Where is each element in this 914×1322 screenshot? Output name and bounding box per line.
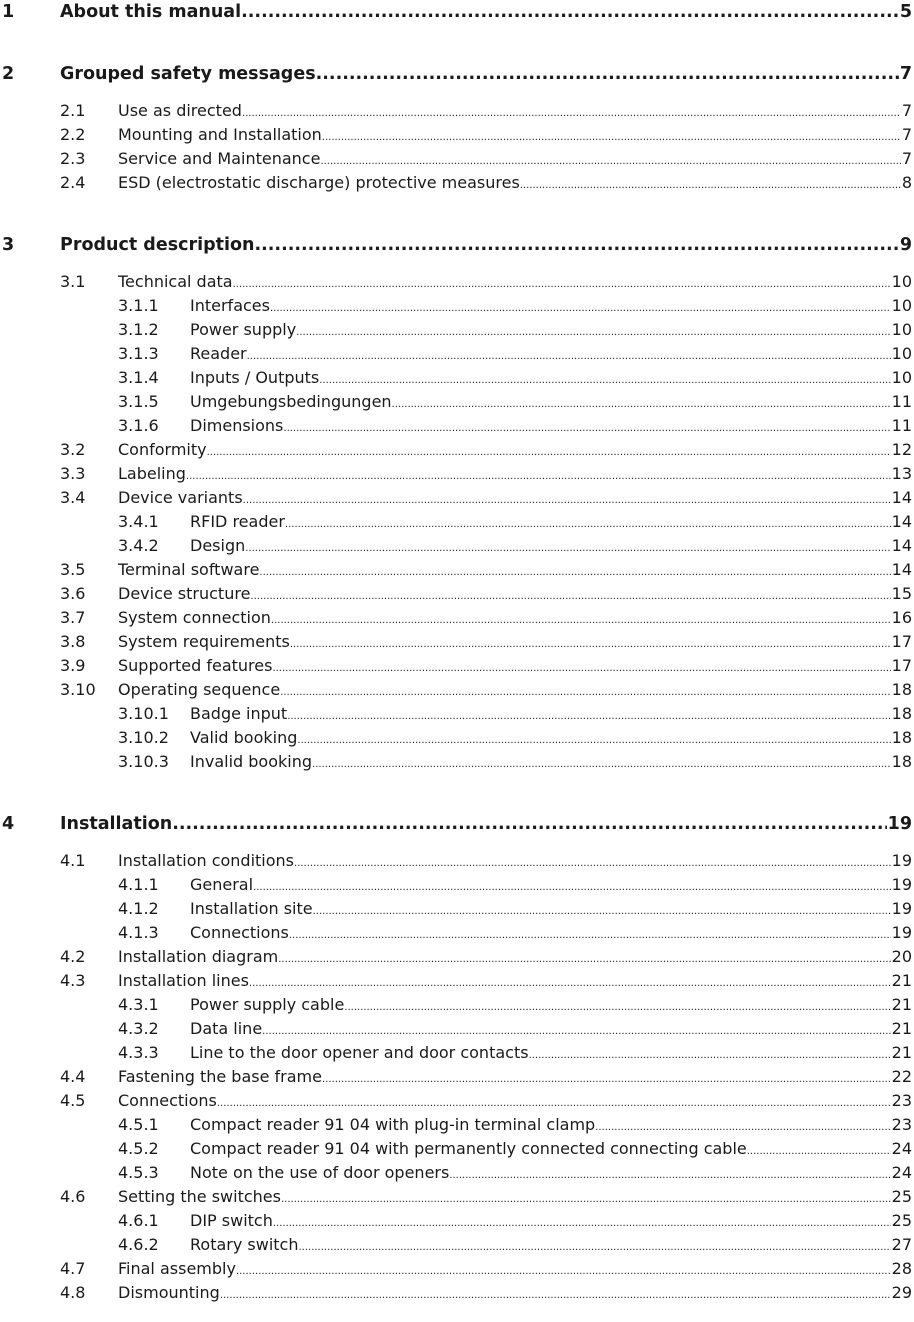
dot-leader — [272, 663, 890, 674]
toc-section-row[interactable] — [0, 270, 914, 294]
dot-leader — [233, 279, 891, 290]
dot-leader — [320, 156, 900, 167]
dot-leader — [217, 1098, 891, 1109]
toc-section-row[interactable] — [0, 606, 914, 630]
toc-title: Line to the door opener and door contacts — [190, 1043, 529, 1062]
toc-title: Valid booking — [190, 728, 298, 747]
toc-subsection-row[interactable] — [0, 993, 914, 1017]
dot-leader — [250, 591, 890, 602]
toc-page-number: 19 — [891, 923, 912, 942]
toc-number: 2.3 — [60, 149, 86, 168]
dot-leader — [172, 814, 886, 834]
toc-subsection-row[interactable] — [0, 390, 914, 414]
toc-title: Badge input — [190, 704, 288, 723]
toc-number: 3.7 — [60, 608, 86, 627]
toc-title: Conformity — [118, 440, 207, 459]
dot-leader — [289, 930, 891, 941]
toc-number: 4.6 — [60, 1187, 86, 1206]
toc-section-row[interactable] — [0, 1257, 914, 1281]
dot-leader — [241, 2, 899, 22]
toc-page-number: 28 — [891, 1259, 912, 1278]
dot-leader — [747, 1146, 891, 1157]
toc-section-row[interactable] — [0, 945, 914, 969]
toc-title: Umgebungsbedingungen — [190, 392, 392, 411]
toc-number: 4.1.2 — [118, 899, 159, 918]
dot-leader — [270, 303, 891, 314]
toc-subsection-row[interactable] — [0, 510, 914, 534]
toc-number: 3.1.5 — [118, 392, 159, 411]
toc-subsection-row[interactable] — [0, 873, 914, 897]
toc-page-number: 19 — [891, 899, 912, 918]
toc-page-number: 24 — [891, 1163, 912, 1182]
dot-leader — [242, 108, 901, 119]
toc-subsection-row[interactable] — [0, 318, 914, 342]
toc-title: Grouped safety messages — [60, 64, 316, 84]
dot-leader — [290, 639, 891, 650]
toc-number: 1 — [2, 2, 15, 22]
toc-number: 4.1.1 — [118, 875, 159, 894]
toc-subsection-row[interactable] — [0, 366, 914, 390]
toc-title: Final assembly — [118, 1259, 236, 1278]
toc-page-number: 10 — [891, 344, 912, 363]
toc-page-number: 10 — [891, 272, 912, 291]
toc-section-row[interactable] — [0, 171, 914, 195]
toc-title: Power supply — [190, 320, 297, 339]
toc-title: RFID reader — [190, 512, 285, 531]
toc-number: 2.1 — [60, 101, 86, 120]
toc-title: Fastening the base frame — [118, 1067, 322, 1086]
dot-leader — [245, 543, 890, 554]
dot-leader — [254, 235, 898, 255]
toc-title: Service and Maintenance — [118, 149, 321, 168]
dot-leader — [273, 1218, 891, 1229]
toc-page-number: 20 — [891, 947, 912, 966]
toc-page-number: 24 — [891, 1139, 912, 1158]
toc-title: About this manual — [60, 2, 242, 22]
toc-page-number: 11 — [891, 392, 912, 411]
toc-number: 4.3.2 — [118, 1019, 159, 1038]
toc-subsection-row[interactable] — [0, 342, 914, 366]
toc-page-number: 5 — [899, 2, 912, 22]
toc-title: Design — [190, 536, 246, 555]
toc-title: System connection — [118, 608, 271, 627]
dot-leader — [220, 1290, 891, 1301]
toc-subsection-row[interactable] — [0, 750, 914, 774]
dot-leader — [392, 399, 891, 410]
toc-number: 4.1 — [60, 851, 86, 870]
toc-chapter-row[interactable] — [0, 812, 914, 836]
toc-number: 2 — [2, 64, 15, 84]
dot-leader — [595, 1122, 890, 1133]
toc-page-number: 21 — [891, 1043, 912, 1062]
toc-number: 4.5 — [60, 1091, 86, 1110]
toc-title: Terminal software — [118, 560, 260, 579]
toc-title: Device variants — [118, 488, 243, 507]
toc-title: Connections — [190, 923, 289, 942]
toc-page-number: 21 — [891, 971, 912, 990]
toc-number: 3.10 — [60, 680, 96, 699]
toc-section-row[interactable] — [0, 123, 914, 147]
toc-number: 4.7 — [60, 1259, 86, 1278]
toc-title: Dismounting — [118, 1283, 220, 1302]
toc-title: Compact reader 91 04 with permanently connected connecting cable — [190, 1139, 747, 1158]
toc-chapter-row[interactable] — [0, 0, 914, 24]
toc-page-number: 13 — [891, 464, 912, 483]
toc-title: Mounting and Installation — [118, 125, 322, 144]
toc-subsection-row[interactable] — [0, 534, 914, 558]
dot-leader — [236, 1266, 891, 1277]
toc-page-number: 7 — [901, 125, 912, 144]
toc-subsection-row[interactable] — [0, 897, 914, 921]
toc-page-number: 17 — [891, 656, 912, 675]
toc-page-number: 17 — [891, 632, 912, 651]
dot-leader — [283, 423, 890, 434]
toc-page-number: 12 — [891, 440, 912, 459]
dot-leader — [280, 687, 890, 698]
toc-number: 3.8 — [60, 632, 86, 651]
toc-subsection-row[interactable] — [0, 1233, 914, 1257]
toc-title: Supported features — [118, 656, 273, 675]
toc-number: 4.5.2 — [118, 1139, 159, 1158]
toc-section-row[interactable] — [0, 1065, 914, 1089]
toc-subsection-row[interactable] — [0, 1041, 914, 1065]
dot-leader — [298, 1242, 890, 1253]
toc-number: 4.6.1 — [118, 1211, 159, 1230]
toc-section-row[interactable] — [0, 582, 914, 606]
toc-number: 3.3 — [60, 464, 86, 483]
dot-leader — [243, 495, 891, 506]
toc-page-number: 19 — [891, 851, 912, 870]
toc-page-number: 18 — [891, 752, 912, 771]
toc-number: 3.1.4 — [118, 368, 159, 387]
toc-section-row[interactable] — [0, 1281, 914, 1305]
toc-number: 3.9 — [60, 656, 86, 675]
toc-number: 3.10.1 — [118, 704, 169, 723]
toc-page-number: 18 — [891, 704, 912, 723]
toc-title: Connections — [118, 1091, 217, 1110]
toc-section-row[interactable] — [0, 1185, 914, 1209]
dot-leader — [247, 351, 891, 362]
dot-leader — [322, 1074, 891, 1085]
toc-number: 3.1.2 — [118, 320, 159, 339]
toc-title: General — [190, 875, 254, 894]
toc-subsection-row[interactable] — [0, 1137, 914, 1161]
toc-title: Power supply cable — [190, 995, 345, 1014]
dot-leader — [344, 1002, 890, 1013]
toc-subsection-row[interactable] — [0, 921, 914, 945]
toc-title: Setting the switches — [118, 1187, 281, 1206]
toc-chapter-row[interactable] — [0, 233, 914, 257]
toc-page-number: 25 — [891, 1187, 912, 1206]
toc-section-row[interactable] — [0, 147, 914, 171]
toc-section-row[interactable] — [0, 849, 914, 873]
toc-title: Installation site — [190, 899, 313, 918]
toc-section-row[interactable] — [0, 969, 914, 993]
toc-title: Use as directed — [118, 101, 242, 120]
toc-page-number: 25 — [891, 1211, 912, 1230]
toc-number: 4.8 — [60, 1283, 86, 1302]
toc-title: Product description — [60, 235, 255, 255]
toc-title: Installation — [60, 814, 173, 834]
toc-page-number: 8 — [901, 173, 912, 192]
toc-section-row[interactable] — [0, 678, 914, 702]
toc-section-row[interactable] — [0, 486, 914, 510]
dot-leader — [259, 567, 890, 578]
toc-page-number: 29 — [891, 1283, 912, 1302]
toc-number: 3.10.2 — [118, 728, 169, 747]
toc-number: 4.4 — [60, 1067, 86, 1086]
toc-subsection-row[interactable] — [0, 294, 914, 318]
toc-title: Compact reader 91 04 with plug-in terminal clamp — [190, 1115, 596, 1134]
toc-subsection-row[interactable] — [0, 1017, 914, 1041]
toc-subsection-row[interactable] — [0, 1209, 914, 1233]
dot-leader — [281, 1194, 891, 1205]
toc-number: 4.6.2 — [118, 1235, 159, 1254]
toc-title: Technical data — [118, 272, 233, 291]
toc-subsection-row[interactable] — [0, 1161, 914, 1185]
toc-number: 4.3.1 — [118, 995, 159, 1014]
dot-leader — [285, 519, 891, 530]
toc-number: 4 — [2, 814, 15, 834]
toc-page-number: 10 — [891, 368, 912, 387]
toc-subsection-row[interactable] — [0, 702, 914, 726]
toc-page-number: 23 — [891, 1115, 912, 1134]
toc-title: Installation diagram — [118, 947, 279, 966]
dot-leader — [529, 1050, 891, 1061]
dot-leader — [322, 132, 901, 143]
toc-title: System requirements — [118, 632, 290, 651]
toc-number: 3.6 — [60, 584, 86, 603]
toc-number: 3.1 — [60, 272, 86, 291]
toc-page-number: 11 — [891, 416, 912, 435]
dot-leader — [319, 375, 890, 386]
toc-page-number: 10 — [891, 296, 912, 315]
toc-page-number: 19 — [891, 875, 912, 894]
toc-page-number: 22 — [891, 1067, 912, 1086]
toc-title: Note on the use of door openers — [190, 1163, 450, 1182]
toc-number: 3.5 — [60, 560, 86, 579]
toc-subsection-row[interactable] — [0, 1113, 914, 1137]
dot-leader — [296, 327, 890, 338]
toc-number: 4.3.3 — [118, 1043, 159, 1062]
toc-page-number: 7 — [899, 64, 912, 84]
toc-page-number: 23 — [891, 1091, 912, 1110]
toc-title: Interfaces — [190, 296, 270, 315]
toc-title: Labeling — [118, 464, 186, 483]
toc-page-number: 18 — [891, 680, 912, 699]
toc-page-number: 15 — [891, 584, 912, 603]
toc-title: ESD (electrostatic discharge) protective measures — [118, 173, 520, 192]
toc-number: 3.1.1 — [118, 296, 159, 315]
dot-leader — [294, 858, 891, 869]
toc-title: Device structure — [118, 584, 251, 603]
dot-leader — [297, 735, 890, 746]
toc-title: Inputs / Outputs — [190, 368, 320, 387]
toc-page-number: 21 — [891, 1019, 912, 1038]
toc-number: 2.4 — [60, 173, 86, 192]
toc-subsection-row[interactable] — [0, 414, 914, 438]
toc-section-row[interactable] — [0, 462, 914, 486]
toc-title: Dimensions — [190, 416, 284, 435]
toc-number: 3.4 — [60, 488, 86, 507]
toc-number: 4.5.1 — [118, 1115, 159, 1134]
toc-number: 3 — [2, 235, 15, 255]
toc-number: 4.5.3 — [118, 1163, 159, 1182]
toc-number: 4.1.3 — [118, 923, 159, 942]
toc-page-number: 18 — [891, 728, 912, 747]
toc-section-row[interactable] — [0, 99, 914, 123]
toc-title: DIP switch — [190, 1211, 273, 1230]
dot-leader — [312, 759, 891, 770]
toc-number: 4.3 — [60, 971, 86, 990]
toc-page-number: 14 — [891, 560, 912, 579]
toc-page-number: 14 — [891, 536, 912, 555]
toc-section-row[interactable] — [0, 630, 914, 654]
toc-number: 3.2 — [60, 440, 86, 459]
toc-number: 3.4.1 — [118, 512, 159, 531]
toc-title: Installation lines — [118, 971, 249, 990]
toc-page-number: 9 — [899, 235, 912, 255]
toc-section-row[interactable] — [0, 654, 914, 678]
dot-leader — [262, 1026, 890, 1037]
toc-page-number: 21 — [891, 995, 912, 1014]
dot-leader — [520, 180, 901, 191]
toc-title: Data line — [190, 1019, 263, 1038]
toc-number: 4.2 — [60, 947, 86, 966]
dot-leader — [449, 1170, 890, 1181]
toc-title: Reader — [190, 344, 247, 363]
toc-page-number: 19 — [887, 814, 912, 834]
toc-subsection-row[interactable] — [0, 726, 914, 750]
toc-title: Operating sequence — [118, 680, 281, 699]
toc-page-number: 14 — [891, 512, 912, 531]
toc-title: Rotary switch — [190, 1235, 299, 1254]
toc-number: 3.10.3 — [118, 752, 169, 771]
dot-leader — [313, 906, 891, 917]
toc-chapter-row[interactable] — [0, 62, 914, 86]
toc-title: Invalid booking — [190, 752, 313, 771]
toc-page-number: 27 — [891, 1235, 912, 1254]
toc-page-number: 14 — [891, 488, 912, 507]
toc-section-row[interactable] — [0, 558, 914, 582]
toc-number: 3.1.6 — [118, 416, 159, 435]
toc-number: 3.1.3 — [118, 344, 159, 363]
dot-leader — [287, 711, 890, 722]
toc-title: Installation conditions — [118, 851, 295, 870]
toc-section-row[interactable] — [0, 438, 914, 462]
dot-leader — [207, 447, 891, 458]
dot-leader — [271, 615, 891, 626]
dot-leader — [249, 978, 891, 989]
toc-number: 2.2 — [60, 125, 86, 144]
toc-page-number: 7 — [901, 149, 912, 168]
toc-page-number: 7 — [901, 101, 912, 120]
dot-leader — [253, 882, 891, 893]
dot-leader — [186, 471, 891, 482]
dot-leader — [278, 954, 890, 965]
toc-number: 3.4.2 — [118, 536, 159, 555]
toc-page-number: 10 — [891, 320, 912, 339]
dot-leader — [316, 64, 899, 84]
toc-page-number: 16 — [891, 608, 912, 627]
toc-section-row[interactable] — [0, 1089, 914, 1113]
